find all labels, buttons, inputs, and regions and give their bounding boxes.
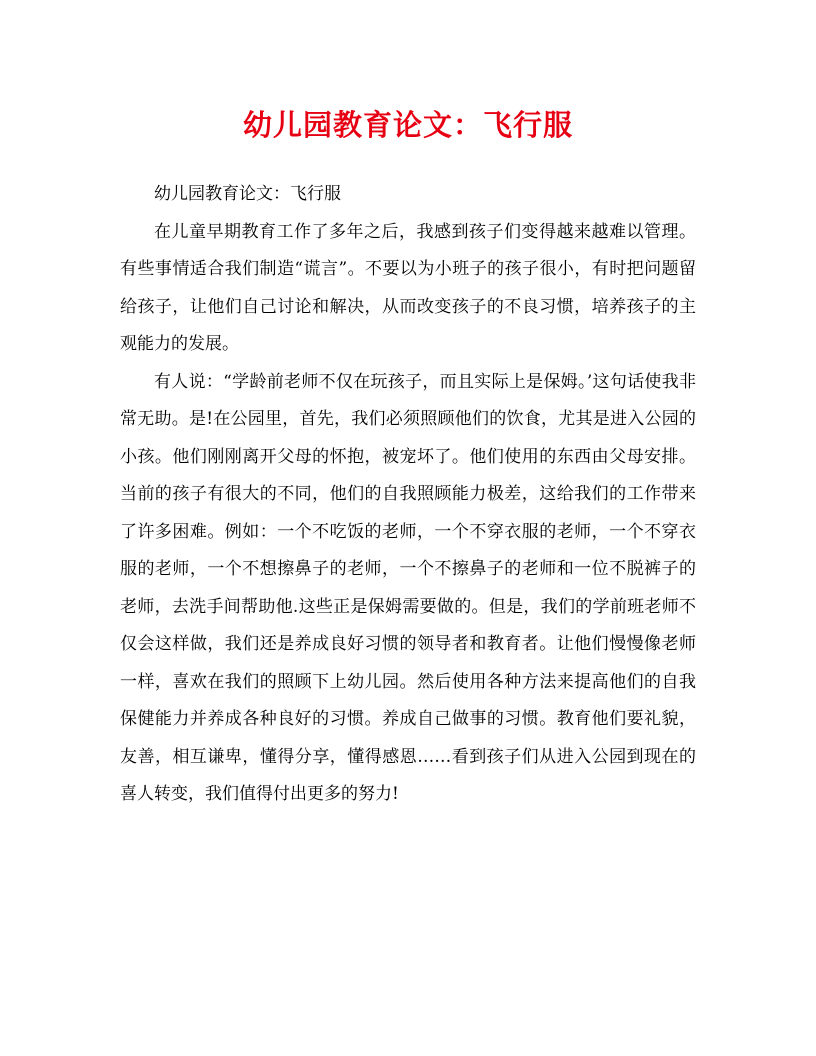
document-title: 幼儿园教育论文：飞行服	[242, 108, 573, 142]
paragraph-main: 有人说：“学龄前老师不仅在玩孩子，而且实际上是保姆。’这句话使我非常无助。是!在公园里，首先，我们必须照顾他们的饮食，尤其是进入公园的小孩。他们刚刚离开父母的怀抱，被宠坏了。他们使用的东西由父母安排。当前的孩子有很大的不同，他们的自我照顾能力极差，这给我们的工作带来了许多困难。例如：一个不吃饭的老师，一个不穿衣服的老师，一个不穿衣服的老师，一个不想擦鼻子的老师，一个不擦鼻子的老师和一位不脱裤子的老师，去洗手间帮助他.这些正是保姆需要做的。但是，我们的学前班老师不仅会这样做，我们还是养成良好习惯的领导者和教育者。让他们慢慢像老师一样，喜欢在我们的照顾下上幼儿园。然后使用各种方法来提高他们的自我保健能力并养成各种良好的习惯。养成自己做事的习惯。教育他们要礼貌，友善，相互谦卑，懂得分享，懂得感恩……看到孩子们从进入公园到现在的喜人转变，我们值得付出更多的努力!	[120, 371, 696, 804]
paragraph-intro: 在儿童早期教育工作了多年之后，我感到孩子们变得越来越难以管理。有些事情适合我们制造“谎言”。不要以为小班子的孩子很小，有时把问题留给孩子，让他们自己讨论和解决，从而改变孩子的不良习惯，培养孩子的主观能力的发展。	[120, 221, 696, 354]
paragraph-subtitle: 幼儿园教育论文：飞行服	[154, 184, 341, 204]
document-body	[120, 176, 696, 814]
